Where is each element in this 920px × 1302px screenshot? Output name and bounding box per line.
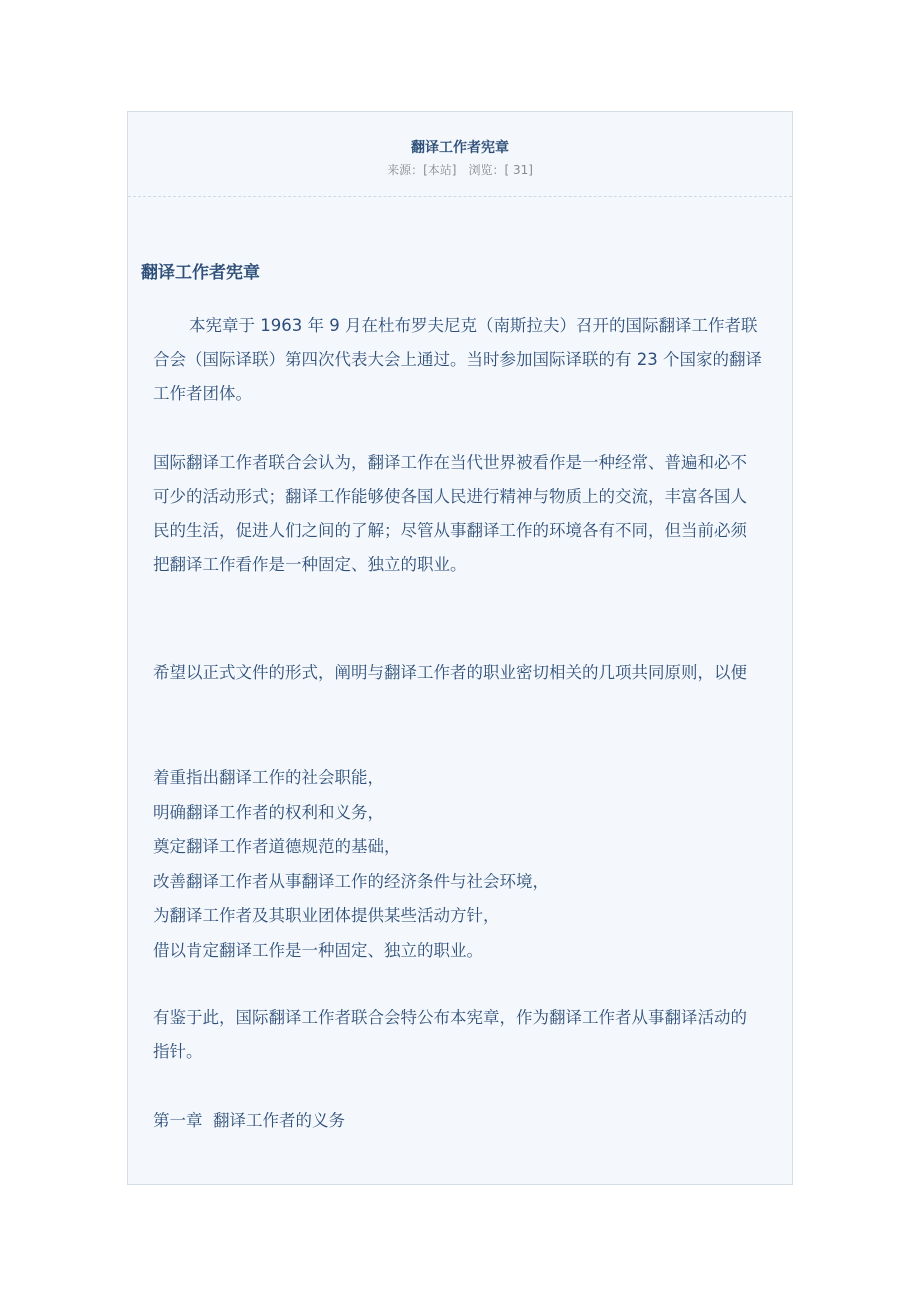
chapter-heading: 第一章 翻译工作者的义务	[153, 1111, 345, 1130]
views-count: 浏览：[ 31]	[468, 163, 533, 177]
preamble-paragraph: 国际翻译工作者联合会认为，翻译工作在当代世界被看作是一种经常、普遍和必不可少的活动形式；翻译工作能够使各国人民进行精神与物质上的交流，丰富各国人民的生活，促进人们之间的了解；尽管从事翻译工作的环境各有不同，但当前必须把翻译工作看作是一种固定、独立的职业。	[153, 453, 747, 574]
source-label: 来源：[本站]	[387, 163, 457, 177]
list-item: 着重指出翻译工作的社会职能，	[153, 768, 384, 787]
list-item: 借以肯定翻译工作是一种固定、独立的职业。	[153, 940, 483, 960]
list-item: 奠定翻译工作者道德规范的基础，	[153, 837, 401, 856]
intro-paragraph: 本宪章于 1963 年 9 月在杜布罗夫尼克（南斯拉夫）召开的国际翻译工作者联合会（国际译联）第四次代表大会上通过。当时参加国际译联的有 23 个国家的翻译工作者团体。	[153, 316, 762, 403]
list-item: 改善翻译工作者从事翻译工作的经济条件与社会环境，	[153, 871, 549, 891]
conclusion-paragraph: 有鉴于此，国际翻译工作者联合会特公布本宪章，作为翻译工作者从事翻译活动的指针。	[153, 1008, 747, 1061]
article-title: 翻译工作者宪章	[411, 140, 509, 156]
list-item: 明确翻译工作者的权利和义务，	[153, 802, 384, 822]
purposes-list	[153, 761, 763, 968]
article-card	[127, 111, 793, 1185]
list-item: 为翻译工作者及其职业团体提供某些活动方针，	[153, 906, 500, 925]
article-header	[128, 112, 792, 197]
article-meta	[128, 162, 792, 178]
hope-paragraph: 希望以正式文件的形式，阐明与翻译工作者的职业密切相关的几项共同原则，以便	[153, 663, 747, 682]
content-heading: 翻译工作者宪章	[141, 263, 260, 283]
